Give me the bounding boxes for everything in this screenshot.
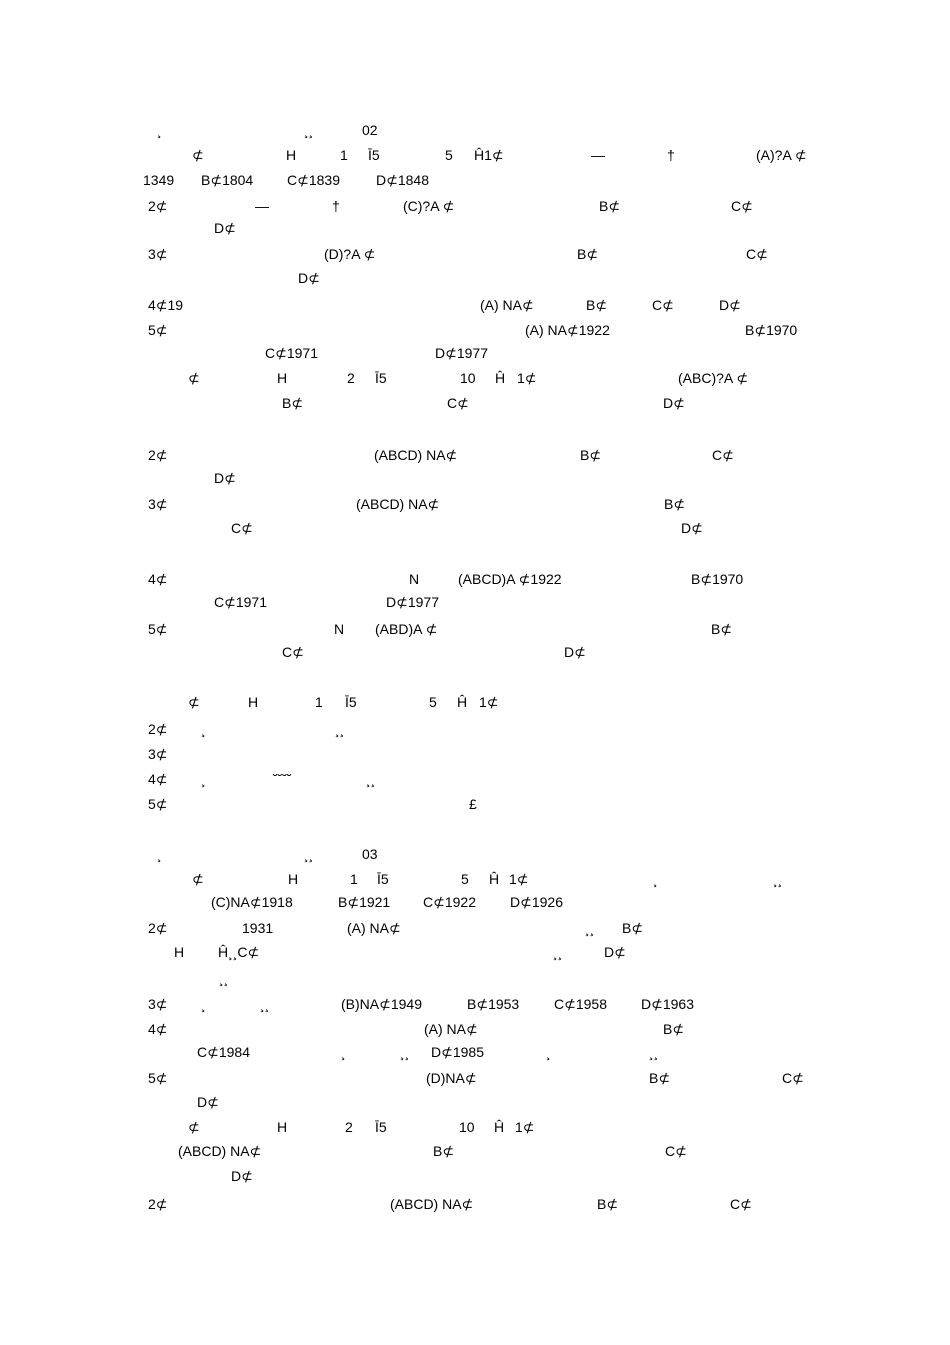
text-run: Ĥ bbox=[457, 694, 468, 710]
text-run: ⊄ bbox=[188, 370, 200, 386]
text-run: 2⊄ bbox=[148, 721, 168, 737]
text-run: 3⊄ bbox=[148, 496, 168, 512]
text-run: 4⊄19 bbox=[148, 297, 184, 313]
text-run: 5 bbox=[429, 694, 437, 710]
text-run: C⊄ bbox=[746, 246, 768, 262]
text-run: C⊄ bbox=[447, 395, 469, 411]
text-run: D⊄ bbox=[214, 220, 236, 236]
text-run: D⊄1977 bbox=[435, 345, 488, 361]
text-run: ˘˘˘˘ bbox=[273, 771, 292, 787]
text-run: H bbox=[248, 694, 259, 710]
text-run: Ĥ bbox=[494, 1119, 505, 1135]
text-run: H bbox=[174, 944, 185, 960]
text-run: C⊄1984 bbox=[197, 1044, 250, 1060]
text-run: 5 bbox=[461, 871, 469, 887]
text-run: D⊄ bbox=[564, 644, 586, 660]
text-run: H bbox=[277, 370, 288, 386]
text-run: D⊄1848 bbox=[376, 172, 429, 188]
text-run: B⊄ bbox=[586, 297, 608, 313]
text-run: 03 bbox=[362, 846, 378, 862]
text-run: C⊄ bbox=[782, 1070, 804, 1086]
text-run: Ī5 bbox=[345, 694, 357, 710]
text-run: ¸ bbox=[546, 1044, 551, 1060]
text-run: B⊄ bbox=[649, 1070, 671, 1086]
text-run: † bbox=[332, 198, 340, 214]
text-run: D⊄ bbox=[663, 395, 685, 411]
text-run: 10 bbox=[459, 1119, 475, 1135]
text-run: (A) NA⊄1922 bbox=[525, 322, 610, 338]
text-run: 2⊄ bbox=[148, 920, 168, 936]
text-run: ¸¸ bbox=[304, 846, 314, 862]
text-run: C⊄ bbox=[712, 447, 734, 463]
text-run: C⊄1971 bbox=[265, 345, 318, 361]
text-run: 1⊄ bbox=[479, 694, 499, 710]
text-run: D⊄ bbox=[231, 1168, 253, 1184]
text-run: C⊄1922 bbox=[423, 894, 476, 910]
text-run: 4⊄ bbox=[148, 571, 168, 587]
text-run: ¸ bbox=[653, 871, 658, 887]
text-run: (D)NA⊄ bbox=[426, 1070, 477, 1086]
text-run: £ bbox=[469, 796, 477, 812]
text-run: (C)?A ⊄ bbox=[403, 198, 455, 214]
text-run: 5⊄ bbox=[148, 322, 168, 338]
text-run: N bbox=[409, 571, 420, 587]
text-run: C⊄1958 bbox=[554, 996, 607, 1012]
text-run: 4⊄ bbox=[148, 771, 168, 787]
text-run: (ABCD) NA⊄ bbox=[356, 496, 440, 512]
text-run: D⊄ bbox=[681, 520, 703, 536]
text-run: Ĥ bbox=[495, 370, 506, 386]
text-run: ¸¸ bbox=[219, 970, 229, 986]
text-run: (A) NA⊄ bbox=[424, 1021, 478, 1037]
text-run: ¸¸ bbox=[400, 1044, 410, 1060]
text-run: D⊄1977 bbox=[386, 594, 439, 610]
text-run: 5⊄ bbox=[148, 796, 168, 812]
text-run: (ABD)A ⊄ bbox=[375, 621, 438, 637]
text-run: D⊄ bbox=[197, 1094, 219, 1110]
text-run: D⊄ bbox=[719, 297, 741, 313]
text-run: (ABCD) NA⊄ bbox=[178, 1143, 262, 1159]
text-run: B⊄ bbox=[663, 1021, 685, 1037]
text-run: 2 bbox=[345, 1119, 353, 1135]
text-run: (ABCD)A ⊄1922 bbox=[458, 571, 562, 587]
text-run: (A) NA⊄ bbox=[347, 920, 401, 936]
text-run: 1⊄ bbox=[509, 871, 529, 887]
text-run: ¸¸ bbox=[649, 1044, 659, 1060]
text-run: D⊄ bbox=[604, 944, 626, 960]
text-run: 1 bbox=[340, 147, 348, 163]
text-run: 3⊄ bbox=[148, 746, 168, 762]
text-run: ¸ bbox=[341, 1044, 346, 1060]
text-run: 1 bbox=[315, 694, 323, 710]
text-run: C⊄ bbox=[665, 1143, 687, 1159]
text-run: ⊄ bbox=[188, 694, 200, 710]
text-run: 1⊄ bbox=[515, 1119, 535, 1135]
text-run: ¸ bbox=[201, 721, 206, 737]
text-run: ¸¸ bbox=[585, 920, 595, 936]
text-run: C⊄ bbox=[730, 1196, 752, 1212]
text-run: Ī5 bbox=[375, 370, 387, 386]
text-run: N bbox=[334, 621, 345, 637]
text-run: (B)NA⊄1949 bbox=[341, 996, 422, 1012]
text-run: 2 bbox=[347, 370, 355, 386]
text-run: B⊄1953 bbox=[467, 996, 520, 1012]
text-run: Ĥ bbox=[489, 871, 500, 887]
text-run: — bbox=[591, 147, 605, 163]
text-run: (C)NA⊄1918 bbox=[211, 894, 293, 910]
text-run: D⊄1926 bbox=[510, 894, 563, 910]
text-run: ¸ bbox=[157, 122, 162, 138]
text-run: D⊄ bbox=[298, 270, 320, 286]
text-run: H bbox=[277, 1119, 288, 1135]
text-run: ⊄ bbox=[188, 1119, 200, 1135]
text-run: (ABCD) NA⊄ bbox=[374, 447, 458, 463]
text-run: B⊄ bbox=[622, 920, 644, 936]
text-run: (A)?A ⊄ bbox=[756, 147, 807, 163]
text-run: ¸¸ bbox=[773, 871, 783, 887]
text-run: ¸¸ bbox=[366, 771, 376, 787]
text-run: B⊄ bbox=[711, 621, 733, 637]
text-run: 5 bbox=[445, 147, 453, 163]
text-run: 1⊄ bbox=[517, 370, 537, 386]
text-run: B⊄ bbox=[577, 246, 599, 262]
text-run: ¸ bbox=[201, 996, 206, 1012]
text-run: 4⊄ bbox=[148, 1021, 168, 1037]
text-run: 10 bbox=[460, 370, 476, 386]
text-run: ⊄ bbox=[192, 871, 204, 887]
text-run: ⊄ bbox=[192, 147, 204, 163]
text-run: D⊄1963 bbox=[641, 996, 694, 1012]
text-run: B⊄ bbox=[433, 1143, 455, 1159]
text-run: (A) NA⊄ bbox=[480, 297, 534, 313]
text-run: C⊄ bbox=[282, 644, 304, 660]
text-run: 02 bbox=[362, 122, 378, 138]
text-run: B⊄ bbox=[599, 198, 621, 214]
text-run: B⊄ bbox=[664, 496, 686, 512]
text-run: B⊄ bbox=[597, 1196, 619, 1212]
text-run: B⊄ bbox=[282, 395, 304, 411]
text-run: D⊄1985 bbox=[431, 1044, 484, 1060]
text-run: † bbox=[667, 147, 675, 163]
text-run: Ī5 bbox=[375, 1119, 387, 1135]
text-run: B⊄ bbox=[580, 447, 602, 463]
text-run: H bbox=[288, 871, 299, 887]
text-run: 1349 bbox=[143, 172, 175, 188]
text-run: B⊄1804 bbox=[201, 172, 254, 188]
text-run: 2⊄ bbox=[148, 198, 168, 214]
text-run: ¸¸ bbox=[260, 996, 270, 1012]
text-run: D⊄ bbox=[214, 470, 236, 486]
text-run: (ABCD) NA⊄ bbox=[390, 1196, 474, 1212]
text-run: 3⊄ bbox=[148, 996, 168, 1012]
text-run: (D)?A ⊄ bbox=[324, 246, 376, 262]
text-run: 1 bbox=[350, 871, 358, 887]
text-run: ¸¸ bbox=[335, 721, 345, 737]
text-run: ¸ bbox=[201, 771, 206, 787]
text-run: B⊄1921 bbox=[338, 894, 391, 910]
text-run: 2⊄ bbox=[148, 1196, 168, 1212]
text-run: ¸¸ bbox=[553, 944, 563, 960]
text-run: ¸¸ bbox=[304, 122, 314, 138]
text-run: Ī5 bbox=[377, 871, 389, 887]
text-run: Ĥ¸¸C⊄ bbox=[218, 944, 260, 960]
text-run: Ī5 bbox=[368, 147, 380, 163]
text-run: H bbox=[286, 147, 297, 163]
text-run: C⊄1971 bbox=[214, 594, 267, 610]
text-run: (ABC)?A ⊄ bbox=[678, 370, 749, 386]
text-run: 1931 bbox=[242, 920, 274, 936]
text-run: C⊄ bbox=[731, 198, 753, 214]
text-run: 5⊄ bbox=[148, 621, 168, 637]
text-run: B⊄1970 bbox=[691, 571, 744, 587]
text-run: ¸ bbox=[157, 846, 162, 862]
text-run: C⊄1839 bbox=[287, 172, 340, 188]
text-run: C⊄ bbox=[231, 520, 253, 536]
text-run: — bbox=[255, 198, 269, 214]
text-run: Ĥ1⊄ bbox=[474, 147, 504, 163]
text-run: C⊄ bbox=[652, 297, 674, 313]
text-run: 2⊄ bbox=[148, 447, 168, 463]
text-run: 5⊄ bbox=[148, 1070, 168, 1086]
text-run: 3⊄ bbox=[148, 246, 168, 262]
text-run: B⊄1970 bbox=[745, 322, 798, 338]
